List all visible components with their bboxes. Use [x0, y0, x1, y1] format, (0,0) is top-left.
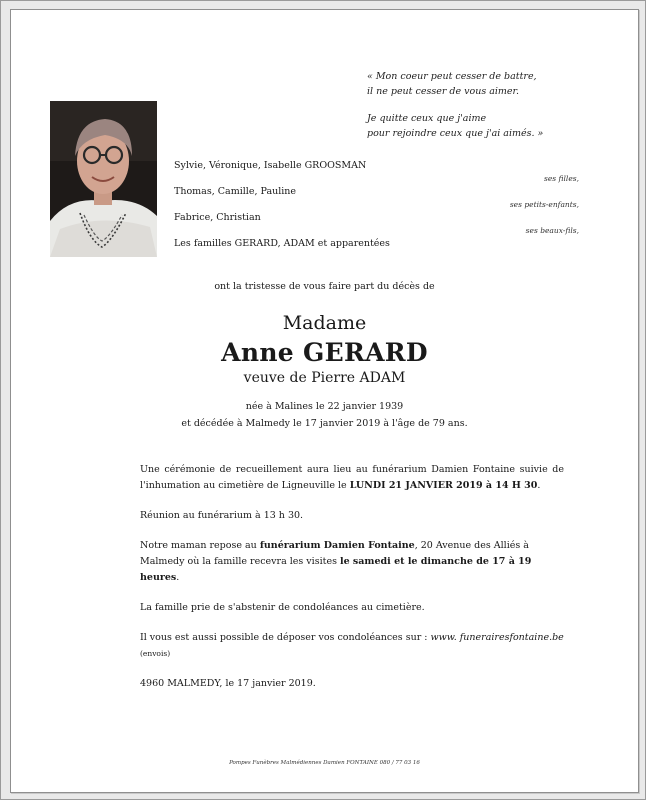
- family-row: [174, 186, 579, 212]
- poem-line: « Mon coeur peut cesser de battre,: [367, 71, 537, 82]
- place-date: 4960 MALMEDY, le 17 janvier 2019.: [140, 678, 316, 689]
- family-list: [174, 160, 579, 264]
- family-row: [174, 212, 579, 238]
- funeral-home-footer: Pompes Funèbres Malmédiennes Damien FONTAINE 080 / 77 03 16: [229, 760, 420, 766]
- birth-line: née à Malines le 22 janvier 1939: [245, 401, 404, 412]
- portrait-image: [50, 101, 157, 257]
- portrait-photo: [50, 101, 157, 257]
- notice-body: [140, 462, 564, 706]
- deceased-name: Anne GERARD: [221, 338, 428, 367]
- family-names: Les familles GERARD, ADAM et apparentées: [174, 238, 390, 249]
- visit-times: le samedi et le dimanche de 17 à 19 heures: [140, 556, 532, 583]
- poem: [367, 69, 543, 153]
- announcement-intro: ont la tristesse de vous faire part du décès de: [214, 281, 435, 292]
- meeting-paragraph: Réunion au funérarium à 13 h 30.: [140, 510, 304, 521]
- visit-paragraph: Notre maman repose au funérarium Damien Fontaine, 20 Avenue des Alliés à Malmedy où la famille recevra les visites le samedi et le dimanche de 17 à 19 heures.: [140, 540, 532, 583]
- family-names: Sylvie, Véronique, Isabelle GROOSMAN: [174, 160, 367, 171]
- ceremony-datetime: LUNDI 21 JANVIER 2019 à 14 H 30: [349, 480, 538, 491]
- family-relation: ses petits-enfants,: [509, 200, 579, 209]
- poem-line: pour rejoindre ceux que j'ai aimés. »: [367, 128, 544, 139]
- visit-place: funérarium Damien Fontaine: [259, 540, 415, 551]
- death-line: et décédée à Malmedy le 17 janvier 2019 à l'âge de 79 ans.: [181, 418, 468, 429]
- deceased-title: Madame: [282, 312, 367, 334]
- family-relation: ses beaux-fils,: [525, 226, 579, 235]
- condolences-url[interactable]: www. funerairesfontaine.be: [430, 632, 564, 643]
- online-condolences: Il vous est aussi possible de déposer vos condoléances sur : www. funerairesfontaine.be (envois): [140, 632, 564, 658]
- widow-of: veuve de Pierre ADAM: [243, 370, 406, 386]
- family-row: [174, 160, 579, 186]
- family-names: Fabrice, Christian: [174, 212, 261, 223]
- family-relation: ses filles,: [544, 174, 579, 183]
- poem-line: il ne peut cesser de vous aimer.: [367, 86, 520, 97]
- death-notice-page: [10, 9, 639, 793]
- poem-line: Je quitte ceux que j'aime: [367, 113, 487, 124]
- family-names: Thomas, Camille, Pauline: [174, 186, 297, 197]
- family-row: [174, 238, 579, 264]
- birth-death-dates: [11, 398, 638, 432]
- ceremony-paragraph: Une cérémonie de recueillement aura lieu au funérarium Damien Fontaine suivie de l'inhumation au cimetière de Ligneuville le LUNDI 21 JANVIER 2019 à 14 H 30.: [140, 464, 564, 491]
- condolences-note: La famille prie de s'abstenir de condoléances au cimetière.: [140, 602, 425, 613]
